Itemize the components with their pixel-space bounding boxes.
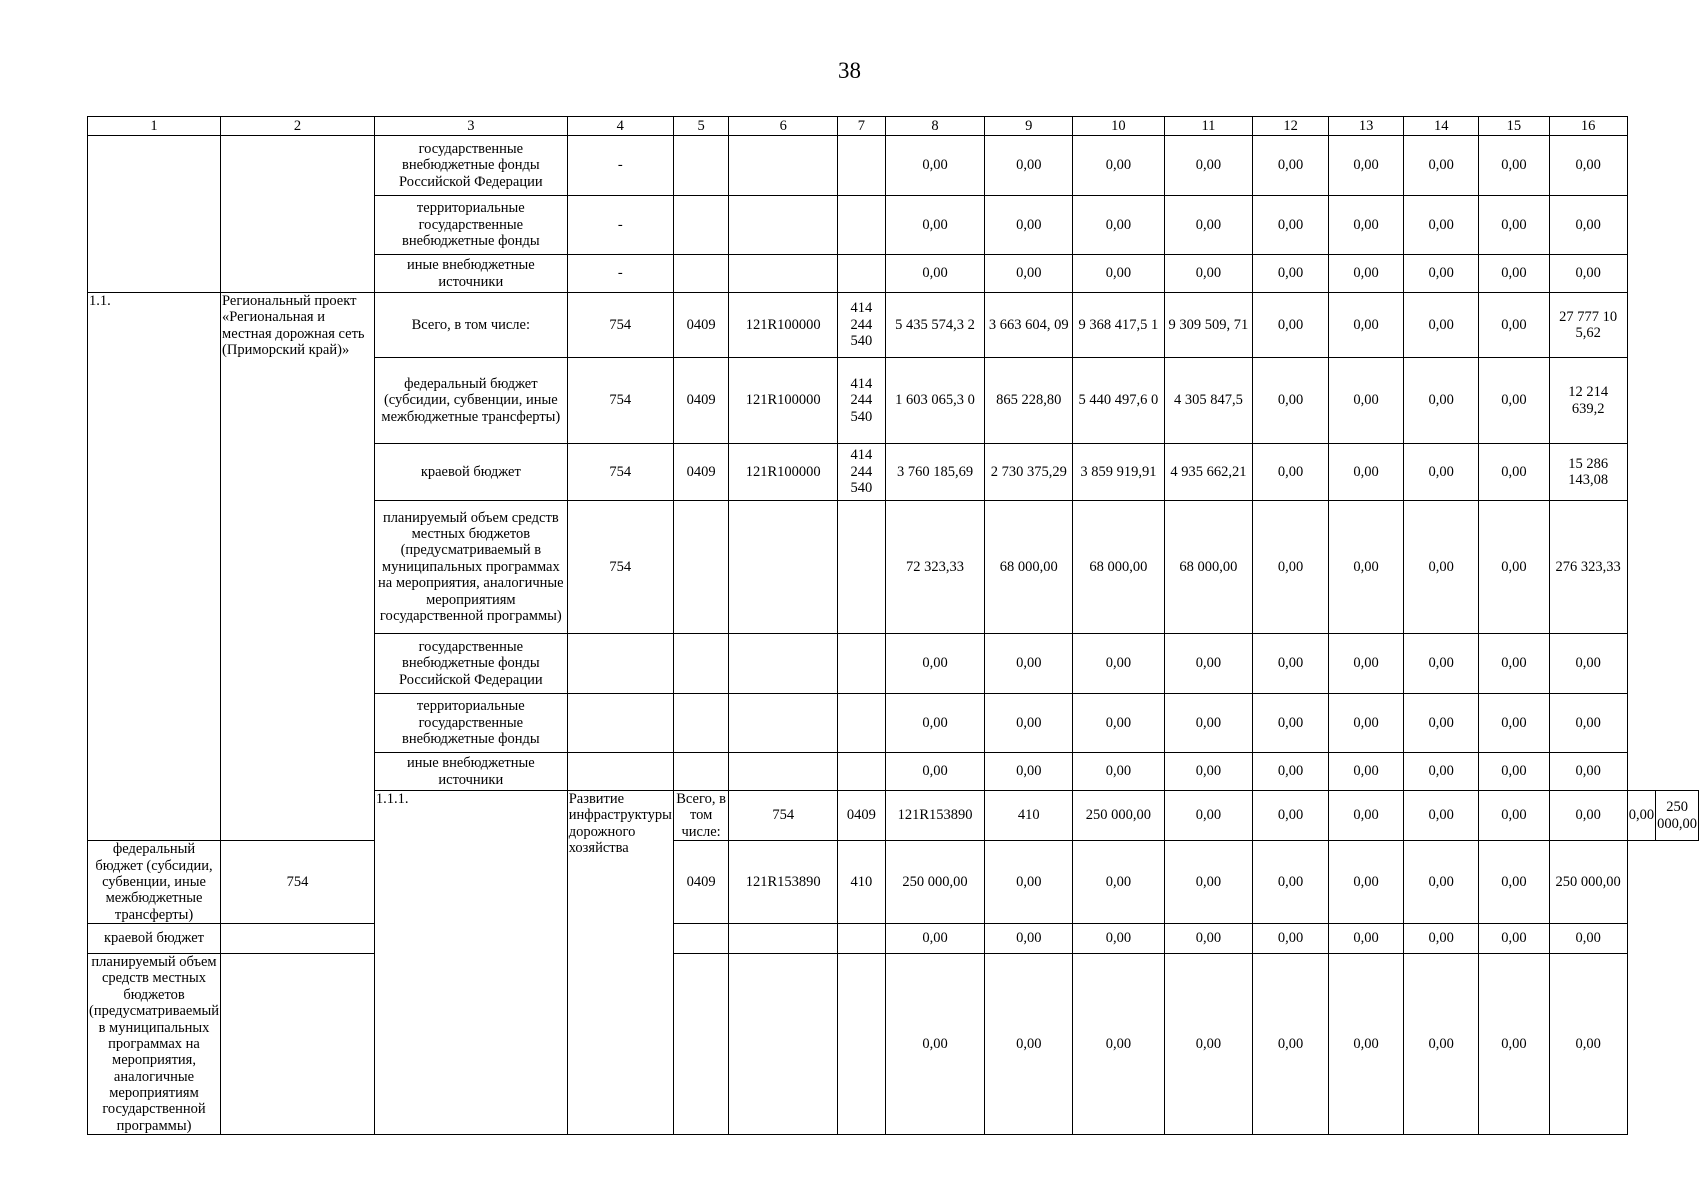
code-cell (567, 634, 673, 694)
amount-cell: 0,00 (1329, 255, 1404, 293)
amount-cell: 0,00 (1253, 136, 1329, 196)
header-row (88, 117, 1699, 136)
amount-cell: 0,00 (1404, 634, 1479, 694)
amount-cell: 0,00 (1479, 841, 1549, 924)
code-cell (567, 694, 673, 753)
amount-cell: 2 730 375,29 (985, 444, 1073, 501)
code-cell: 754 (729, 791, 838, 841)
header-cell: 13 (1329, 117, 1404, 136)
amount-cell: 3 760 185,69 (885, 444, 985, 501)
table-row (88, 841, 1699, 924)
amount-cell: 0,00 (1164, 634, 1252, 694)
table-row (88, 293, 1699, 358)
code-cell: - (567, 255, 673, 293)
amount-cell: 0,00 (1549, 753, 1627, 791)
code-cell (567, 753, 673, 791)
amount-cell: 0,00 (1329, 293, 1404, 358)
amount-cell: 0,00 (1164, 954, 1252, 1135)
code-cell: 0409 (673, 444, 729, 501)
amount-cell: 0,00 (1549, 634, 1627, 694)
amount-cell: 0,00 (1549, 136, 1627, 196)
code-cell: 754 (221, 841, 375, 924)
amount-cell: 68 000,00 (1164, 501, 1252, 634)
amount-cell: 0,00 (1404, 753, 1479, 791)
code-cell (673, 634, 729, 694)
table-row (88, 136, 1699, 196)
header-cell: 3 (374, 117, 567, 136)
funding-source-cell: федеральный бюджет (субсидии, субвенции, иные межбюджетные трансферты) (374, 358, 567, 444)
amount-cell: 1 603 065,3 0 (885, 358, 985, 444)
amount-cell: 0,00 (1073, 924, 1165, 954)
amount-cell: 0,00 (1404, 444, 1479, 501)
amount-cell: 0,00 (1329, 694, 1404, 753)
amount-cell: 250 000,00 (1073, 791, 1165, 841)
code-cell: 754 (567, 444, 673, 501)
amount-cell: 0,00 (1073, 954, 1165, 1135)
header-cell: 7 (838, 117, 886, 136)
amount-cell: 250 000,00 (1656, 791, 1699, 841)
code-cell (838, 753, 886, 791)
amount-cell: 68 000,00 (985, 501, 1073, 634)
code-cell: - (567, 196, 673, 255)
code-cell (838, 501, 886, 634)
code-cell: 121R100000 (729, 293, 838, 358)
amount-cell: 0,00 (1164, 753, 1252, 791)
row-number-cell: 1.1. (88, 293, 221, 841)
amount-cell: 0,00 (1073, 841, 1165, 924)
amount-cell: 4 935 662,21 (1164, 444, 1252, 501)
header-cell: 14 (1404, 117, 1479, 136)
amount-cell: 0,00 (1404, 136, 1479, 196)
amount-cell: 0,00 (885, 196, 985, 255)
code-cell (673, 196, 729, 255)
code-cell (838, 954, 886, 1135)
amount-cell: 0,00 (1329, 196, 1404, 255)
amount-cell: 0,00 (1404, 358, 1479, 444)
amount-cell: 0,00 (1253, 791, 1329, 841)
amount-cell: 0,00 (1253, 255, 1329, 293)
amount-cell: 0,00 (1253, 694, 1329, 753)
budget-table (87, 116, 1699, 1135)
amount-cell: 0,00 (1253, 358, 1329, 444)
header-cell: 15 (1479, 117, 1549, 136)
amount-cell: 0,00 (1627, 791, 1655, 841)
funding-source-cell: территориальные государственные внебюджетные фонды (374, 694, 567, 753)
amount-cell: 0,00 (1479, 136, 1549, 196)
amount-cell: 0,00 (1549, 924, 1627, 954)
amount-cell: 0,00 (1404, 791, 1479, 841)
amount-cell: 5 435 574,3 2 (885, 293, 985, 358)
amount-cell: 0,00 (1164, 694, 1252, 753)
table-row (88, 924, 1699, 954)
row-number-cell: 1.1.1. (374, 791, 567, 1135)
code-cell (729, 255, 838, 293)
header-cell: 4 (567, 117, 673, 136)
funding-source-cell: государственные внебюджетные фонды Российской Федерации (374, 634, 567, 694)
code-cell (729, 136, 838, 196)
code-cell: 754 (567, 293, 673, 358)
amount-cell: 0,00 (885, 634, 985, 694)
code-cell (673, 954, 729, 1135)
code-cell: 0409 (673, 841, 729, 924)
amount-cell: 0,00 (1479, 634, 1549, 694)
amount-cell: 0,00 (1073, 255, 1165, 293)
amount-cell: 0,00 (1329, 136, 1404, 196)
amount-cell: 0,00 (1253, 753, 1329, 791)
amount-cell: 0,00 (1479, 501, 1549, 634)
amount-cell: 0,00 (1073, 694, 1165, 753)
funding-source-cell: иные внебюджетные источники (374, 255, 567, 293)
code-cell (838, 634, 886, 694)
code-cell (838, 924, 886, 954)
amount-cell: 0,00 (1404, 501, 1479, 634)
amount-cell: 0,00 (985, 841, 1073, 924)
amount-cell: 0,00 (1329, 634, 1404, 694)
funding-source-cell: государственные внебюджетные фонды Российской Федерации (374, 136, 567, 196)
amount-cell: 0,00 (1549, 791, 1627, 841)
code-cell (673, 136, 729, 196)
amount-cell: 0,00 (985, 196, 1073, 255)
code-cell: 754 (567, 358, 673, 444)
amount-cell: 0,00 (1253, 954, 1329, 1135)
amount-cell: 68 000,00 (1073, 501, 1165, 634)
code-cell: 754 (567, 501, 673, 634)
amount-cell: 9 309 509, 71 (1164, 293, 1252, 358)
header-cell: 10 (1073, 117, 1165, 136)
amount-cell: 0,00 (1479, 791, 1549, 841)
amount-cell: 0,00 (1479, 694, 1549, 753)
code-cell: 410 (838, 841, 886, 924)
amount-cell: 0,00 (1549, 954, 1627, 1135)
code-cell (729, 196, 838, 255)
amount-cell: 0,00 (985, 255, 1073, 293)
header-cell: 16 (1549, 117, 1627, 136)
amount-cell: 276 323,33 (1549, 501, 1627, 634)
amount-cell: 0,00 (1329, 791, 1404, 841)
code-cell (838, 255, 886, 293)
code-cell (838, 136, 886, 196)
code-cell (729, 924, 838, 954)
amount-cell: 0,00 (1253, 634, 1329, 694)
amount-cell: 0,00 (1253, 501, 1329, 634)
amount-cell: 5 440 497,6 0 (1073, 358, 1165, 444)
amount-cell: 0,00 (1404, 694, 1479, 753)
amount-cell: 0,00 (1073, 196, 1165, 255)
amount-cell: 0,00 (1253, 444, 1329, 501)
amount-cell: 0,00 (1329, 501, 1404, 634)
amount-cell: 27 777 10 5,62 (1549, 293, 1627, 358)
amount-cell: 0,00 (1479, 293, 1549, 358)
project-name-cell: Развитие инфраструктуры дорожного хозяйства (567, 791, 673, 1135)
header-cell: 5 (673, 117, 729, 136)
page-number: 38 (838, 58, 861, 83)
code-cell (838, 694, 886, 753)
code-cell: 414 244 540 (838, 358, 886, 444)
amount-cell: 0,00 (1404, 841, 1479, 924)
amount-cell: 4 305 847,5 (1164, 358, 1252, 444)
code-cell (221, 924, 375, 954)
code-cell (729, 954, 838, 1135)
code-cell: 121R153890 (729, 841, 838, 924)
header-cell: 9 (985, 117, 1073, 136)
code-cell (673, 255, 729, 293)
code-cell: 0409 (673, 358, 729, 444)
funding-source-cell: краевой бюджет (88, 924, 221, 954)
amount-cell: 0,00 (1164, 255, 1252, 293)
amount-cell: 0,00 (1253, 841, 1329, 924)
code-cell (729, 753, 838, 791)
amount-cell: 0,00 (1329, 841, 1404, 924)
code-cell: 414 244 540 (838, 444, 886, 501)
table-row (88, 954, 1699, 1135)
code-cell: 410 (985, 791, 1073, 841)
code-cell (729, 694, 838, 753)
code-cell (221, 954, 375, 1135)
row-number-cell (88, 136, 221, 293)
amount-cell: 72 323,33 (885, 501, 985, 634)
amount-cell: 0,00 (1404, 293, 1479, 358)
amount-cell: 0,00 (885, 753, 985, 791)
header-cell: 6 (729, 117, 838, 136)
header-cell: 2 (221, 117, 375, 136)
code-cell: 121R153890 (885, 791, 985, 841)
amount-cell: 0,00 (885, 924, 985, 954)
amount-cell: 0,00 (985, 954, 1073, 1135)
code-cell (838, 196, 886, 255)
funding-source-cell: планируемый объем средств местных бюджетов (предусматриваемый в муниципальных программах на мероприятия, аналогичные мероприятиям государственной программы) (89, 954, 220, 1134)
amount-cell: 0,00 (1253, 293, 1329, 358)
amount-cell: 0,00 (1073, 753, 1165, 791)
amount-cell: 3 663 604, 09 (985, 293, 1073, 358)
code-cell (673, 694, 729, 753)
amount-cell: 0,00 (1549, 255, 1627, 293)
header-cell: 1 (88, 117, 221, 136)
amount-cell: 0,00 (1479, 954, 1549, 1135)
amount-cell: 0,00 (1329, 924, 1404, 954)
code-cell: 121R100000 (729, 444, 838, 501)
amount-cell: 3 859 919,91 (1073, 444, 1165, 501)
amount-cell: 0,00 (1253, 196, 1329, 255)
amount-cell: 0,00 (1404, 255, 1479, 293)
amount-cell: 0,00 (1479, 924, 1549, 954)
amount-cell: 0,00 (1549, 196, 1627, 255)
amount-cell: 0,00 (885, 694, 985, 753)
amount-cell: 0,00 (885, 954, 985, 1135)
code-cell: 0409 (838, 791, 886, 841)
header-cell: 11 (1164, 117, 1252, 136)
amount-cell: 0,00 (1253, 924, 1329, 954)
amount-cell: 0,00 (1479, 358, 1549, 444)
amount-cell: 0,00 (985, 634, 1073, 694)
amount-cell: 12 214 639,2 (1549, 358, 1627, 444)
code-cell (673, 501, 729, 634)
amount-cell: 0,00 (1073, 136, 1165, 196)
amount-cell: 250 000,00 (1549, 841, 1627, 924)
amount-cell: 250 000,00 (885, 841, 985, 924)
amount-cell: 865 228,80 (985, 358, 1073, 444)
code-cell (673, 924, 729, 954)
amount-cell: 0,00 (985, 136, 1073, 196)
header-cell: 12 (1253, 117, 1329, 136)
code-cell (673, 753, 729, 791)
project-name-cell: Региональный проект «Региональная и местная дорожная сеть (Приморский край)» (221, 293, 375, 841)
amount-cell: 0,00 (985, 753, 1073, 791)
amount-cell: 0,00 (1479, 753, 1549, 791)
funding-source-cell: федеральный бюджет (субсидии, субвенции, иные межбюджетные трансферты) (88, 841, 221, 924)
amount-cell: 0,00 (1164, 924, 1252, 954)
funding-source-cell: Всего, в том числе: (673, 791, 729, 841)
funding-source-cell: территориальные государственные внебюджетные фонды (374, 196, 567, 255)
project-name-cell (221, 136, 375, 293)
amount-cell: 0,00 (1329, 358, 1404, 444)
amount-cell: 0,00 (1164, 841, 1252, 924)
code-cell: 121R100000 (729, 358, 838, 444)
code-cell (729, 634, 838, 694)
amount-cell: 0,00 (885, 136, 985, 196)
funding-source-cell: планируемый объем средств местных бюджетов (предусматриваемый в муниципальных программах на мероприятия, аналогичные мероприятиям государственной программы) (374, 501, 567, 634)
header-cell: 8 (885, 117, 985, 136)
amount-cell: 9 368 417,5 1 (1073, 293, 1165, 358)
table-body (88, 117, 1699, 1135)
amount-cell: 0,00 (1329, 444, 1404, 501)
code-cell: 0409 (673, 293, 729, 358)
funding-source-cell: Всего, в том числе: (374, 293, 567, 358)
amount-cell: 0,00 (1164, 791, 1252, 841)
amount-cell: 0,00 (1549, 694, 1627, 753)
funding-source-cell: иные внебюджетные источники (374, 753, 567, 791)
code-cell: 414 244 540 (838, 293, 886, 358)
amount-cell: 0,00 (1164, 196, 1252, 255)
amount-cell: 0,00 (985, 694, 1073, 753)
code-cell (729, 501, 838, 634)
amount-cell: 0,00 (1479, 196, 1549, 255)
amount-cell: 0,00 (1404, 954, 1479, 1135)
amount-cell: 0,00 (1329, 753, 1404, 791)
amount-cell: 0,00 (1479, 444, 1549, 501)
amount-cell: 0,00 (1329, 954, 1404, 1135)
amount-cell: 15 286 143,08 (1549, 444, 1627, 501)
amount-cell: 0,00 (1404, 196, 1479, 255)
amount-cell: 0,00 (1479, 255, 1549, 293)
amount-cell: 0,00 (1164, 136, 1252, 196)
code-cell: - (567, 136, 673, 196)
amount-cell: 0,00 (1073, 634, 1165, 694)
amount-cell: 0,00 (885, 255, 985, 293)
funding-source-cell: краевой бюджет (374, 444, 567, 501)
amount-cell: 0,00 (1404, 924, 1479, 954)
amount-cell: 0,00 (985, 924, 1073, 954)
